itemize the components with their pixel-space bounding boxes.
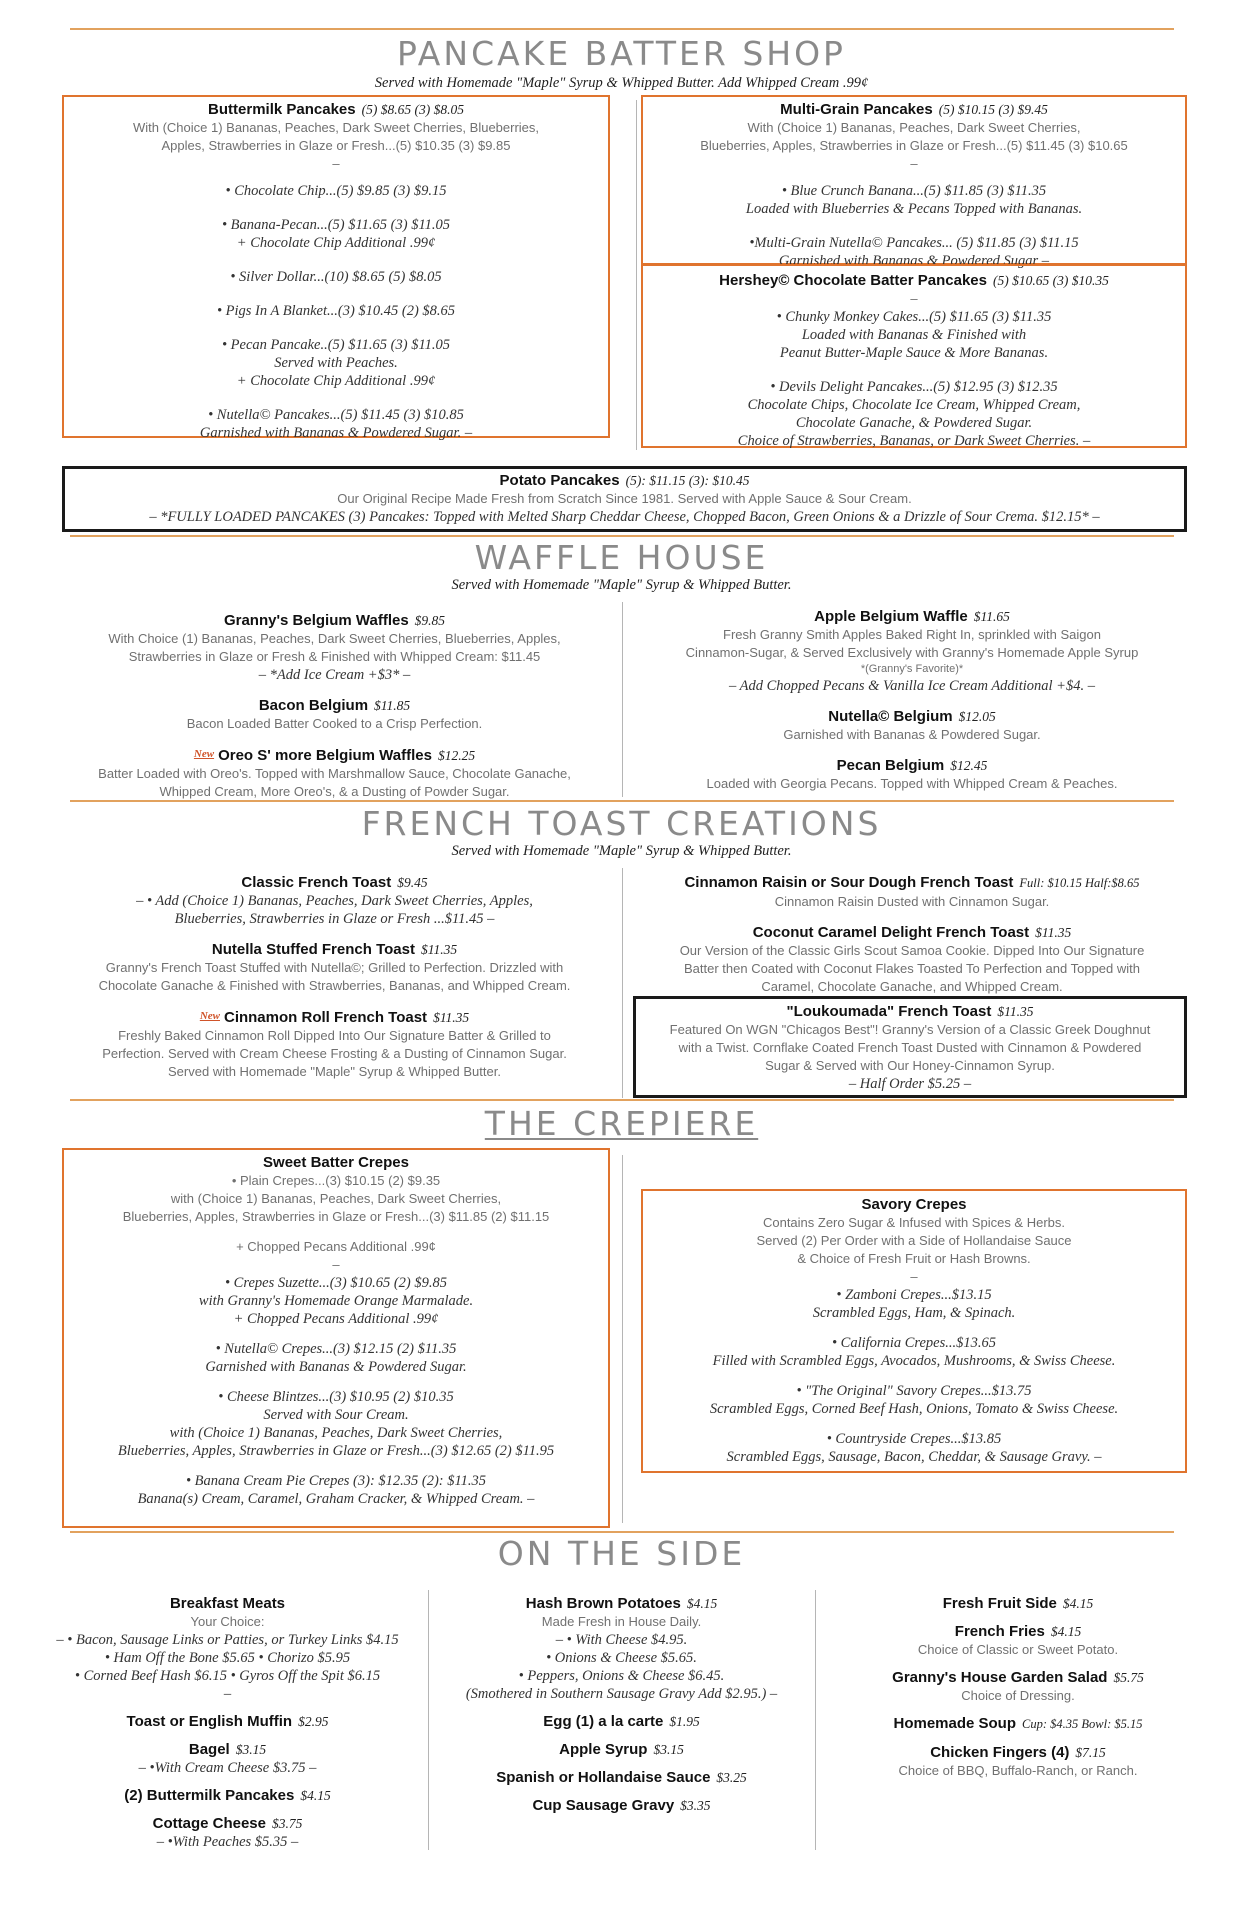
menu-item-note: + Chopped Pecans Additional .99¢: [233, 1311, 439, 1327]
item-desc: Whipped Cream, More Oreo's, & a Dusting of Powder Sugar.: [159, 784, 510, 799]
dash-separator: –: [910, 291, 918, 306]
item-price: $11.35: [420, 942, 458, 957]
item-desc: Strawberries in Glaze or Fresh & Finished with Whipped Cream: $11.45: [128, 649, 541, 664]
item-name: Nutella Stuffed French Toast: [211, 941, 415, 958]
item-name: Cup Sausage Gravy: [532, 1797, 675, 1814]
menu-item-note: • Peppers, Onions & Cheese $6.45.: [518, 1668, 725, 1684]
french-toast-section-subtitle: Served with Homemade "Maple" Syrup & Whipped Butter.: [451, 843, 792, 859]
item-price: (5) $10.65 (3) $10.35: [992, 273, 1109, 288]
item-name: Pecan Belgium: [836, 757, 945, 774]
menu-item-note: Loaded with Bananas & Finished with: [801, 327, 1027, 343]
sides-section-title: ON THE SIDE: [497, 1534, 746, 1573]
item-name: Buttermilk Pancakes: [208, 101, 356, 118]
french-toast-left-column: [62, 873, 607, 1081]
item-name: Hash Brown Potatoes: [525, 1595, 681, 1612]
crepe-section-title: [0, 1106, 1243, 1142]
item-name: Cinnamon Roll French Toast: [223, 1009, 428, 1026]
item-price: $4.15: [300, 1788, 331, 1803]
menu-item-note: Banana(s) Cream, Caramel, Graham Cracker, & Whipped Cream. –: [137, 1491, 535, 1507]
menu-item-note: Peanut Butter-Maple Sauce & More Bananas.: [779, 345, 1049, 361]
item-name: Nutella© Belgium: [828, 708, 953, 725]
menu-item: • Pigs In A Blanket...(3) $10.45 (2) $8.65: [216, 303, 456, 319]
item-price: $5.75: [1113, 1670, 1144, 1685]
item-desc: Blueberries, Apples, Strawberries in Glaze or Fresh...(5) $11.45 (3) $10.65: [700, 138, 1128, 153]
french-toast-divider: [70, 800, 1174, 802]
item-desc: with (Choice 1) Bananas, Peaches, Dark Sweet Cherries,: [170, 1191, 502, 1206]
item-desc: Fresh Granny Smith Apples Baked Right In, sprinkled with Saigon: [723, 627, 1101, 642]
item-desc: + Chopped Pecans Additional .99¢: [236, 1239, 436, 1254]
item-desc: Your Choice:: [190, 1614, 265, 1629]
menu-item-note: • Onions & Cheese $5.65.: [546, 1650, 697, 1666]
item-desc: Made Fresh in House Daily.: [541, 1614, 702, 1629]
menu-item: • Zamboni Crepes...$13.15: [836, 1287, 992, 1303]
pancake-section-title: PANCAKE BATTER SHOP: [397, 34, 846, 73]
item-name: Apple Syrup: [559, 1741, 648, 1758]
menu-item: • Pecan Pancake..(5) $11.65 (3) $11.05: [221, 337, 450, 353]
sides-column-3: [818, 1594, 1218, 1780]
menu-item-note: Served with Sour Cream.: [263, 1407, 409, 1423]
item-name: Coconut Caramel Delight French Toast: [752, 924, 1030, 941]
item-price: (5): $11.15 (3): $10.45: [625, 473, 750, 488]
item-desc: *(Granny's Favorite)*: [860, 663, 964, 675]
crepe-column-divider: [622, 1155, 623, 1523]
potato-pancakes-block: [64, 471, 1185, 526]
waffle-column-divider: [622, 602, 623, 797]
item-desc: Batter Loaded with Oreo's. Topped with Marshmallow Sauce, Chocolate Ganache,: [98, 766, 571, 781]
menu-item-note: Loaded with Blueberries & Pecans Topped with Bananas.: [745, 201, 1083, 217]
new-badge: New: [199, 1010, 220, 1022]
menu-item-note: Blueberries, Strawberries in Glaze or Fresh ...$11.45 –: [174, 911, 495, 927]
item-desc: With Choice (1) Bananas, Peaches, Dark Sweet Cherries, Blueberries, Apples,: [108, 631, 561, 646]
item-desc: Caramel, Chocolate Ganache, and Whipped Cream.: [761, 979, 1063, 994]
item-desc: & Choice of Fresh Fruit or Hash Browns.: [797, 1251, 1031, 1266]
menu-item: • Countryside Crepes...$13.85: [826, 1431, 1002, 1447]
item-price: $11.35: [1035, 925, 1072, 940]
menu-item-note: Scrambled Eggs, Ham, & Spinach.: [812, 1305, 1016, 1321]
item-desc: With (Choice 1) Bananas, Peaches, Dark Sweet Cherries,: [747, 120, 1081, 135]
menu-item-note: Garnished with Bananas & Powdered Sugar.: [205, 1359, 467, 1375]
item-price: $12.25: [437, 748, 476, 763]
item-price: (5) $8.65 (3) $8.05: [361, 102, 464, 117]
item-name: Granny's House Garden Salad: [892, 1669, 1108, 1686]
buttermilk-pancakes-block: [64, 100, 608, 442]
menu-item-note: (Smothered in Southern Sausage Gravy Add $2.95.) –: [465, 1686, 778, 1702]
item-price: $4.15: [686, 1596, 718, 1611]
item-name: Toast or English Muffin: [126, 1713, 293, 1730]
menu-item-note: Garnished with Bananas & Powdered Sugar. –: [199, 425, 473, 441]
dash-separator: –: [910, 156, 918, 171]
item-desc: Granny's French Toast Stuffed with Nutella©; Grilled to Perfection. Drizzled with: [105, 960, 564, 975]
menu-item: • Crepes Suzette...(3) $10.65 (2) $9.85: [224, 1275, 447, 1291]
menu-item-note: – • Bacon, Sausage Links or Patties, or Turkey Links $4.15: [56, 1632, 399, 1648]
item-name: Sweet Batter Crepes: [263, 1154, 409, 1171]
menu-item-note: • Ham Off the Bone $5.65 • Chorizo $5.95: [104, 1650, 351, 1666]
item-desc: Chocolate Ganache & Finished with Strawberries, Bananas, and Whipped Cream.: [98, 978, 571, 993]
item-desc: Choice of Dressing.: [961, 1688, 1075, 1703]
menu-item: • Nutella© Crepes...(3) $12.15 (2) $11.35: [215, 1341, 457, 1357]
item-desc: Loaded with Georgia Pecans. Topped with Whipped Cream & Peaches.: [706, 776, 1118, 791]
item-price: Full: $10.15 Half:$8.65: [1019, 876, 1140, 890]
item-desc: Bacon Loaded Batter Cooked to a Crisp Perfection.: [186, 716, 483, 731]
multigrain-pancakes-block: [643, 100, 1185, 270]
item-desc: Sugar & Served with Our Honey-Cinnamon Syrup.: [765, 1058, 1055, 1073]
menu-item: • California Crepes...$13.65: [831, 1335, 997, 1351]
top-divider: [70, 28, 1174, 30]
item-desc: Choice of Classic or Sweet Potato.: [917, 1642, 1119, 1657]
menu-item-note: Chocolate Chips, Chocolate Ice Cream, Whipped Cream,: [747, 397, 1081, 413]
item-price: $11.35: [997, 1004, 1034, 1019]
menu-item: • Cheese Blintzes...(3) $10.95 (2) $10.35: [218, 1389, 454, 1405]
item-desc: Cinnamon-Sugar, & Served Exclusively with Granny's Homemade Apple Syrup: [685, 645, 1139, 660]
item-desc: Batter then Coated with Coconut Flakes Toasted To Perfection and Topped with: [683, 961, 1140, 976]
menu-item: • Nutella© Pancakes...(5) $11.45 (3) $10.85: [208, 407, 464, 423]
item-price: $7.15: [1075, 1745, 1106, 1760]
french-toast-section-title: FRENCH TOAST CREATIONS: [361, 804, 882, 843]
sides-divider: [70, 1531, 1174, 1533]
item-price: $3.15: [653, 1742, 684, 1757]
waffle-divider: [70, 535, 1174, 537]
item-name: Potato Pancakes: [499, 472, 620, 489]
menu-item: •Multi-Grain Nutella© Pancakes... (5) $11.85 (3) $11.15: [749, 235, 1079, 251]
item-desc: Apples, Strawberries in Glaze or Fresh...(5) $10.35 (3) $9.85: [161, 138, 511, 153]
item-name: Fresh Fruit Side: [942, 1595, 1057, 1612]
item-name: Bagel: [188, 1741, 230, 1758]
menu-item-note: with Granny's Homemade Orange Marmalade.: [198, 1293, 474, 1309]
item-price: $3.75: [272, 1816, 303, 1831]
item-name: French Fries: [954, 1623, 1045, 1640]
french-toast-right-column: [637, 873, 1187, 996]
hershey-pancakes-block: [643, 271, 1185, 450]
item-name: Apple Belgium Waffle: [814, 608, 968, 625]
item-name: Hershey© Chocolate Batter Pancakes: [719, 272, 987, 289]
menu-item-note: Blueberries, Apples, Strawberries in Glaze or Fresh...(3) $12.65 (2) $11.95: [117, 1443, 555, 1459]
menu-item-note: – • Add (Choice 1) Bananas, Peaches, Dark Sweet Cherries, Apples,: [136, 893, 533, 909]
menu-item-note: with (Choice 1) Bananas, Peaches, Dark Sweet Cherries,: [169, 1425, 503, 1441]
item-name: Breakfast Meats: [169, 1595, 286, 1612]
item-price: (5) $10.15 (3) $9.45: [938, 102, 1048, 117]
sides-column-divider-1: [428, 1590, 429, 1850]
item-name: Oreo S' more Belgium Waffles: [218, 747, 432, 764]
item-name: Granny's Belgium Waffles: [223, 612, 409, 629]
menu-item-note: Chocolate Ganache, & Powdered Sugar.: [795, 415, 1033, 431]
menu-item-note: – •With Cream Cheese $3.75 –: [138, 1760, 317, 1776]
menu-item: • Devils Delight Pancakes...(5) $12.95 (3) $12.35: [770, 379, 1058, 395]
item-desc: Perfection. Served with Cream Cheese Frosting & a Dusting of Cinnamon Sugar.: [102, 1046, 567, 1061]
item-price: $12.05: [958, 709, 996, 724]
menu-item-note: – • With Cheese $4.95.: [555, 1632, 688, 1648]
item-desc: Freshly Baked Cinnamon Roll Dipped Into Our Signature Batter & Grilled to: [118, 1028, 551, 1043]
item-price: $12.45: [950, 758, 988, 773]
menu-item-note: – *Add Ice Cream +$3* –: [258, 667, 411, 683]
item-desc: Contains Zero Sugar & Infused with Spices & Herbs.: [762, 1215, 1066, 1230]
sides-column-2: [430, 1594, 813, 1815]
item-desc: With (Choice 1) Bananas, Peaches, Dark Sweet Cherries, Blueberries,: [132, 120, 540, 135]
item-price: $9.85: [414, 613, 446, 628]
item-name: Egg (1) a la carte: [543, 1713, 664, 1730]
menu-item-note: – Add Chopped Pecans & Vanilla Ice Cream Additional +$4. –: [729, 678, 1095, 694]
waffle-section-subtitle: Served with Homemade "Maple" Syrup & Whipped Butter.: [451, 577, 792, 593]
menu-item-note: + Chocolate Chip Additional .99¢: [236, 235, 436, 251]
item-price: $11.85: [374, 698, 411, 713]
menu-item: • Banana Cream Pie Crepes (3): $12.35 (2): $11.35: [185, 1473, 487, 1489]
menu-item-note: Choice of Strawberries, Bananas, or Dark Sweet Cherries. –: [737, 433, 1091, 449]
item-desc: Our Version of the Classic Girls Scout Samoa Cookie. Dipped Into Our Signature: [679, 943, 1145, 958]
item-price: $11.35: [433, 1010, 470, 1025]
item-name: Spanish or Hollandaise Sauce: [496, 1769, 711, 1786]
item-name: (2) Buttermilk Pancakes: [124, 1787, 295, 1804]
item-price: $4.15: [1050, 1624, 1082, 1639]
menu-item-note: Scrambled Eggs, Corned Beef Hash, Onions, Tomato & Swiss Cheese.: [709, 1401, 1119, 1417]
menu-item-note: Served with Peaches.: [274, 355, 398, 371]
item-price: $3.35: [680, 1798, 711, 1813]
item-desc: with a Twist. Cornflake Coated French Toast Dusted with Cinnamon & Powdered: [678, 1040, 1142, 1055]
item-price: $9.45: [397, 875, 428, 890]
pancake-section-subtitle: Served with Homemade "Maple" Syrup & Whipped Butter. Add Whipped Cream .99¢: [374, 75, 869, 91]
menu-item-note: Filled with Scrambled Eggs, Avocados, Mushrooms, & Swiss Cheese.: [712, 1353, 1116, 1369]
menu-item: • "The Original" Savory Crepes...$13.75: [796, 1383, 1032, 1399]
item-name: Cottage Cheese: [152, 1815, 266, 1832]
item-price: Cup: $4.35 Bowl: $5.15: [1022, 1717, 1143, 1731]
menu-item-note: + Chocolate Chip Additional .99¢: [236, 373, 436, 389]
menu-item-note: Scrambled Eggs, Sausage, Bacon, Cheddar, & Sausage Gravy. –: [726, 1449, 1102, 1465]
item-name: Cinnamon Raisin or Sour Dough French Toast: [684, 874, 1014, 891]
dash-separator: –: [332, 1257, 340, 1272]
menu-item-note: – •With Peaches $5.35 –: [156, 1834, 299, 1850]
item-desc: Cinnamon Raisin Dusted with Cinnamon Sugar.: [774, 894, 1050, 909]
pancake-column-divider: [636, 100, 637, 450]
menu-item: • Blue Crunch Banana...(5) $11.85 (3) $11.35: [781, 183, 1047, 199]
waffle-section-title: WAFFLE HOUSE: [474, 538, 769, 577]
item-price: $2.95: [298, 1714, 329, 1729]
item-name: Bacon Belgium: [258, 697, 369, 714]
item-name: Homemade Soup: [893, 1715, 1017, 1732]
item-name: Classic French Toast: [241, 874, 392, 891]
item-price: $3.15: [235, 1742, 267, 1757]
sweet-crepes-block: [64, 1153, 608, 1508]
waffle-right-column: [637, 607, 1187, 793]
crepe-section-title-text: THE CREPIERE: [484, 1104, 759, 1143]
item-name: Multi-Grain Pancakes: [780, 101, 933, 118]
dash-separator: –: [910, 1269, 918, 1284]
dash-separator: –: [223, 1686, 232, 1702]
loukoumada-block: [636, 1002, 1184, 1093]
new-badge: New: [193, 748, 215, 760]
sides-column-divider-2: [815, 1590, 816, 1850]
item-desc: Our Original Recipe Made Fresh from Scratch Since 1981. Served with Apple Sauce & Sour Cream.: [337, 491, 912, 506]
menu-item: • Chunky Monkey Cakes...(5) $11.65 (3) $11.35: [776, 309, 1052, 325]
item-desc: • Plain Crepes...(3) $10.15 (2) $9.35: [231, 1173, 441, 1188]
item-name: "Loukoumada" French Toast: [786, 1003, 992, 1020]
item-price: $3.25: [716, 1770, 747, 1785]
menu-item-note: – Half Order $5.25 –: [848, 1076, 972, 1092]
menu-item: • Banana-Pecan...(5) $11.65 (3) $11.05: [221, 217, 451, 233]
item-desc: Served (2) Per Order with a Side of Hollandaise Sauce: [756, 1233, 1072, 1248]
item-name: Chicken Fingers (4): [930, 1744, 1070, 1761]
waffle-left-column: [62, 611, 607, 801]
french-toast-column-divider: [622, 868, 623, 1098]
menu-item: • Silver Dollar...(10) $8.65 (5) $8.05: [230, 269, 442, 285]
menu-item: • Chocolate Chip...(5) $9.85 (3) $9.15: [225, 183, 447, 199]
dash-separator: –: [332, 156, 340, 171]
menu-item-note: – *FULLY LOADED PANCAKES (3) Pancakes: Topped with Melted Sharp Cheddar Cheese, Chopped Bacon, Green Onions & a Drizzle of Sour Crema. $12.15* –: [149, 509, 1100, 525]
item-desc: Featured On WGN "Chicagos Best"! Granny's Version of a Classic Greek Doughnut: [669, 1022, 1151, 1037]
menu-item-note: Garnished with Bananas & Powdered Sugar –: [778, 253, 1050, 269]
item-desc: Served with Homemade "Maple" Syrup & Whipped Butter.: [168, 1064, 501, 1079]
item-desc: Choice of BBQ, Buffalo-Ranch, or Ranch.: [898, 1763, 1138, 1778]
item-desc: Garnished with Bananas & Powdered Sugar.: [783, 727, 1041, 742]
sides-column-1: [30, 1594, 425, 1851]
item-name: Savory Crepes: [861, 1196, 967, 1213]
savory-crepes-block: [643, 1195, 1185, 1466]
item-desc: Blueberries, Apples, Strawberries in Glaze or Fresh...(3) $11.85 (2) $11.15: [122, 1209, 550, 1224]
crepe-divider: [70, 1099, 1174, 1101]
item-price: $4.15: [1062, 1596, 1094, 1611]
item-price: $11.65: [973, 609, 1010, 624]
item-price: $1.95: [669, 1714, 700, 1729]
menu-item-note: • Corned Beef Hash $6.15 • Gyros Off the Spit $6.15: [74, 1668, 381, 1684]
